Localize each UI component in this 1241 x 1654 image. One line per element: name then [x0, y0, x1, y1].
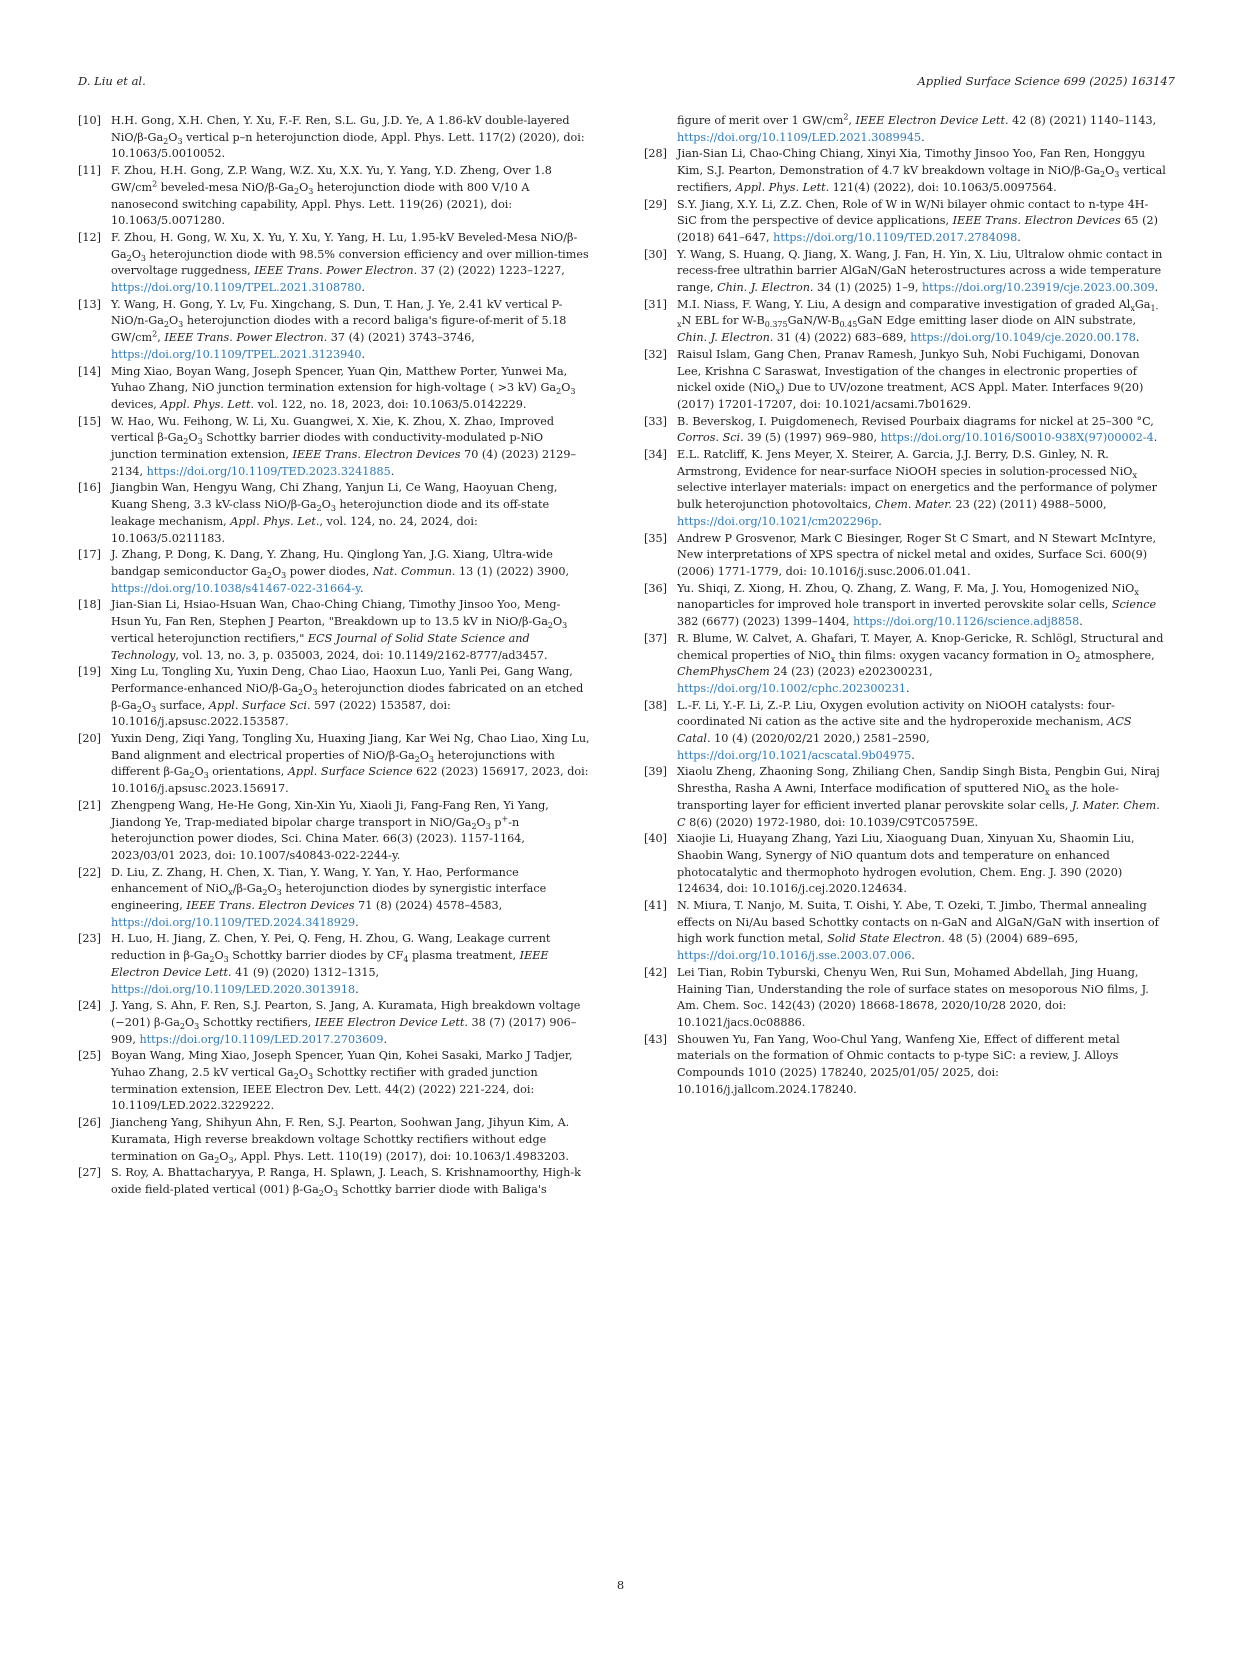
doi-link[interactable]: https://doi.org/10.1109/LED.2021.3089945	[677, 130, 922, 144]
reference-text: Yuxin Deng, Ziqi Yang, Tongling Xu, Huaxing Jiang, Kar Wei Ng, Chao Liao, Xing Lu, Band alignment and electrical properties of NiO/$\beta-Ga_2O_3$ heterojunctions with different $\beta-Ga_2O_3$ orientations, Appl. Surface Science 622 (2023) 156917, 2023, doi: 10.1016/j.apsusc.2023.156917.	[111, 732, 590, 796]
reference-number: [33]	[644, 414, 667, 428]
reference-text: L.-F. Li, Y.-F. Li, Z.-P. Liu, Oxygen evolution activity on NiOOH catalysts: four-coordinated Ni cation as the active site and the hydroperoxide mechanism, ACS Catal. 10 (4) (2020/02/21 2020,) 2581–2590, https://doi.org/10.1021/acscatal.9b04975.	[677, 698, 1132, 762]
reference-42	[644, 965, 1166, 1032]
reference-number: [10]	[78, 114, 101, 127]
reference-23	[78, 931, 590, 998]
reference-14	[78, 364, 590, 414]
reference-text: F. Zhou, H.H. Gong, Z.P. Wang, W.Z. Xu, X.X. Yu, Y. Yang, Y.D. Zheng, Over 1.8 $GW/cm^2$ beveled-mesa NiO/$\beta-Ga_2O_3$ heterojunction diode with 800 V/10 A nanosecond switching capability, Appl. Phys. Lett. 119(26) (2021), doi: 10.1063/5.0071280.	[111, 164, 552, 228]
doi-link[interactable]: https://doi.org/10.1109/TED.2024.3418929	[111, 915, 356, 929]
reference-text: J. Yang, S. Ahn, F. Ren, S.J. Pearton, S. Jang, A. Kuramata, High breakdown voltage (−201) $\beta-Ga_2O_3$ Schottky rectifiers, IEEE Electron Device Lett. 38 (7) (2017) 906–909, https://doi.org/10.1109/LED.2017.2703609.	[111, 999, 581, 1046]
reference-text: Jiancheng Yang, Shihyun Ahn, F. Ren, S.J. Pearton, Soohwan Jang, Jihyun Kim, A. Kuramata, High reverse breakdown voltage Schottky rectifiers without edge termination on $Ga_2O_3$, Appl. Phys. Lett. 110(19) (2017), doi: 10.1063/1.4983203.	[111, 1116, 570, 1165]
reference-number: [16]	[78, 481, 101, 495]
reference-24	[78, 998, 590, 1048]
reference-text: Y. Wang, S. Huang, Q. Jiang, X. Wang, J. Fan, H. Yin, X. Liu, Ultralow ohmic contact in recess-free ultrathin barrier AlGaN/GaN heterostructures across a wide temperature range, Chin. J. Electron. 34 (1) (2025) 1–9, https://doi.org/10.23919/cje.2023.00.309.	[677, 247, 1163, 295]
reference-number: [39]	[644, 765, 667, 779]
reference-number: [19]	[78, 665, 101, 679]
reference-number: [26]	[78, 1116, 101, 1130]
reference-text: R. Blume, W. Calvet, A. Ghafari, T. Mayer, A. Knop-Gericke, R. Schlögl, Structural and chemical properties of NiO$_x$ thin films: oxygen vacancy formation in $O_2$ atmosphere, ChemPhysChem 24 (23) (2023) e202300231, https://doi.org/10.1002/cphc.202300231.	[677, 631, 1164, 695]
reference-number: [18]	[78, 598, 101, 612]
reference-13	[78, 297, 590, 364]
reference-number: [14]	[78, 364, 101, 378]
reference-32	[644, 347, 1166, 414]
doi-link[interactable]: https://doi.org/10.1126/science.adj8858	[853, 615, 1080, 629]
doi-link[interactable]: https://doi.org/10.1049/cje.2020.00.178	[910, 331, 1136, 345]
reference-number: [41]	[644, 899, 667, 913]
doi-link[interactable]: https://doi.org/10.1021/cm202296p	[677, 514, 879, 528]
reference-text: Jiangbin Wan, Hengyu Wang, Chi Zhang, Yanjun Li, Ce Wang, Haoyuan Cheng, Kuang Sheng, 3.3 kV-class NiO/$\beta-Ga_2O_3$ heterojunction diode and its off-state leakage mechanism, Appl. Phys. Let., vol. 124, no. 24, 2024, doi: 10.1063/5.0211183.	[111, 481, 558, 545]
reference-number: [17]	[78, 548, 101, 562]
reference-number: [21]	[78, 798, 101, 812]
doi-link[interactable]: https://doi.org/10.1016/j.sse.2003.07.006	[677, 949, 912, 963]
reference-text: H.H. Gong, X.H. Chen, Y. Xu, F.-F. Ren, S.L. Gu, J.D. Ye, A 1.86-kV double-layered NiO/$\beta-Ga_2O_3$ vertical p–n heterojunction diode, Appl. Phys. Lett. 117(2) (2020), doi: 10.1063/5.0010052.	[111, 114, 585, 161]
doi-link[interactable]: https://doi.org/10.1109/TED.2023.3241885	[146, 464, 391, 478]
reference-43	[644, 1032, 1166, 1099]
doi-link[interactable]: https://doi.org/10.1109/LED.2020.3013918	[111, 982, 356, 996]
page-number: 8	[616, 1578, 625, 1592]
reference-35	[644, 531, 1166, 581]
reference-text: Raisul Islam, Gang Chen, Pranav Ramesh, Junkyo Suh, Nobi Fuchigami, Donovan Lee, Krishna C Saraswat, Investigation of the changes in electronic properties of nickel oxide (NiO$_x$) Due to UV/ozone treatment, ACS Appl. Mater. Interfaces 9(20) (2017) 17201-17207, doi: 10.1021/acsami.7b01629.	[677, 347, 1144, 411]
reference-38	[644, 698, 1166, 765]
reference-text: Yu. Shiqi, Z. Xiong, H. Zhou, Q. Zhang, Z. Wang, F. Ma, J. You, Homogenized NiO$_x$ nanoparticles for improved hole transport in inverted perovskite solar cells, Science 382 (6677) (2023) 1399–1404, https://doi.org/10.1126/science.adj8858.	[677, 581, 1157, 629]
reference-number: [40]	[644, 832, 667, 846]
doi-link[interactable]: https://doi.org/10.23919/cje.2023.00.309	[921, 281, 1155, 295]
reference-text: Andrew P Grosvenor, Mark C Biesinger, Roger St C Smart, and N Stewart McIntyre, New interpretations of XPS spectra of nickel metal and oxides, Surface Sci. 600(9) (2006) 1771-1779, doi: 10.1016/j.susc.2006.01.041.	[677, 531, 1157, 578]
reference-number: [27]	[78, 1166, 101, 1180]
reference-33	[644, 414, 1166, 447]
running-header-authors: D. Liu et al.	[78, 74, 146, 88]
reference-number: [29]	[644, 197, 667, 211]
reference-number: [36]	[644, 581, 667, 595]
reference-text: W. Hao, Wu. Feihong, W. Li, Xu. Guangwei, X. Xie, K. Zhou, X. Zhao, Improved vertical $\beta-Ga_2O_3$ Schottky barrier diodes with conductivity-modulated p-NiO junction termination extension, IEEE Trans. Electron Devices 70 (4) (2023) 2129–2134, https://doi.org/10.1109/TED.2023.3241885.	[111, 414, 577, 478]
reference-text: S.Y. Jiang, X.Y. Li, Z.Z. Chen, Role of W in W/Ni bilayer ohmic contact to n-type 4H-SiC from the perspective of device applications, IEEE Trans. Electron Devices 65 (2) (2018) 641–647, https://doi.org/10.1109/TED.2017.2784098.	[677, 197, 1158, 244]
references-left-column	[78, 113, 590, 1199]
reference-text: Shouwen Yu, Fan Yang, Woo-Chul Yang, Wanfeng Xie, Effect of different metal materials on the formation of Ohmic contacts to p-type SiC: a review, J. Alloys Compounds 1010 (2025) 178240, 2025/01/05/ 2025, doi: 10.1016/j.jallcom.2024.178240.	[677, 1032, 1120, 1096]
reference-40	[644, 831, 1166, 898]
reference-number: [34]	[644, 448, 667, 462]
reference-number: [37]	[644, 631, 667, 645]
reference-27	[78, 1165, 590, 1198]
reference-31	[644, 297, 1166, 347]
reference-number: [42]	[644, 965, 667, 979]
reference-18	[78, 597, 590, 664]
reference-20	[78, 731, 590, 798]
reference-text: M.I. Niass, F. Wang, Y. Liu, A design and comparative investigation of graded $Al_xGa_{1-x}N$ EBL for $W-B_{0.375}GaN/W-B_{0.45}GaN$ Edge emitting laser diode on AlN substrate, Chin. J. Electron. 31 (4) (2022) 683–689, https://doi.org/10.1049/cje.2020.00.178.	[677, 297, 1159, 345]
reference-10	[78, 113, 590, 163]
reference-text: Lei Tian, Robin Tyburski, Chenyu Wen, Rui Sun, Mohamed Abdellah, Jing Huang, Haining Tian, Understanding the role of surface states on mesoporous NiO films, J. Am. Chem. Soc. 142(43) (2020) 18668-18678, 2020/10/28 2020, doi: 10.1021/jacs.0c08886.	[677, 965, 1149, 1029]
reference-text: B. Beverskog, I. Puigdomenech, Revised Pourbaix diagrams for nickel at 25–300 °C, Corros. Sci. 39 (5) (1997) 969–980, https://doi.org/10.1016/S0010-938X(97)00002-4.	[677, 414, 1158, 445]
reference-number: [15]	[78, 414, 101, 428]
doi-link[interactable]: https://doi.org/10.1002/cphc.202300231	[677, 681, 906, 695]
reference-28	[644, 146, 1166, 196]
reference-12	[78, 230, 590, 297]
reference-text: Ming Xiao, Boyan Wang, Joseph Spencer, Yuan Qin, Matthew Porter, Yunwei Ma, Yuhao Zhang, NiO junction termination extension for high-voltage ( >3 kV) $Ga_2O_3$ devices, Appl. Phys. Lett. vol. 122, no. 18, 2023, doi: 10.1063/5.0142229.	[111, 364, 576, 411]
reference-number: [20]	[78, 732, 101, 746]
reference-17	[78, 547, 590, 597]
reference-number: [28]	[644, 147, 667, 161]
reference-text: Boyan Wang, Ming Xiao, Joseph Spencer, Yuan Qin, Kohei Sasaki, Marko J Tadjer, Yuhao Zhang, 2.5 kV vertical $Ga_2O_3$ Schottky rectifier with graded junction termination extension, IEEE Electron Dev. Lett. 44(2) (2022) 221-224, doi: 10.1109/LED.2022.3229222.	[111, 1049, 573, 1113]
doi-link[interactable]: https://doi.org/10.1109/TPEL.2021.3123940	[111, 347, 362, 361]
reference-text: J. Zhang, P. Dong, K. Dang, Y. Zhang, Hu. Qinglong Yan, J.G. Xiang, Ultra-wide bandgap semiconductor $Ga_2O_3$ power diodes, Nat. Commun. 13 (1) (2022) 3900, https://doi.org/10.1038/s41467-022-31664-y.	[111, 548, 570, 595]
reference-39	[644, 764, 1166, 831]
reference-number: [22]	[78, 865, 101, 879]
reference-number: [32]	[644, 347, 667, 361]
reference-21	[78, 798, 590, 865]
reference-16	[78, 480, 590, 547]
reference-text: Jian-Sian Li, Hsiao-Hsuan Wan, Chao-Ching Chiang, Timothy Jinsoo Yoo, Meng-Hsun Yu, Fan Ren, Stephen J Pearton, "Breakdown up to 13.5 kV in NiO/$\beta-Ga_2O_3$ vertical heterojunction rectifiers," ECS Journal of Solid State Science and Technology, vol. 13, no. 3, p. 035003, 2024, doi: 10.1149/2162-8777/ad3457.	[111, 598, 568, 662]
reference-number: [13]	[78, 297, 101, 311]
reference-15	[78, 414, 590, 481]
reference-25	[78, 1048, 590, 1115]
doi-link[interactable]: https://doi.org/10.1109/TPEL.2021.3108780	[111, 281, 362, 295]
reference-29	[644, 197, 1166, 247]
reference-19	[78, 664, 590, 731]
reference-30	[644, 247, 1166, 297]
running-header-journal: Applied Surface Science 699 (2025) 163147	[917, 74, 1175, 88]
reference-text: Xiaojie Li, Huayang Zhang, Yazi Liu, Xiaoguang Duan, Xinyuan Xu, Shaomin Liu, Shaobin Wang, Synergy of NiO quantum dots and temperature on enhanced photocatalytic and thermophoto hydrogen evolution, Chem. Eng. J. 390 (2020) 124634, doi: 10.1016/j.cej.2020.124634.	[677, 832, 1135, 896]
reference-text: Y. Wang, H. Gong, Y. Lv, Fu. Xingchang, S. Dun, T. Han, J. Ye, 2.41 kV vertical $P-NiO/n-Ga_2O_3$ heterojunction diodes with a record baliga's figure-of-merit of 5.18 $GW/cm^2$, IEEE Trans. Power Electron. 37 (4) (2021) 3743–3746, https://doi.org/10.1109/TPEL.2021.3123940.	[111, 297, 567, 361]
reference-37	[644, 631, 1166, 698]
reference-number: [12]	[78, 230, 101, 244]
reference-number: [43]	[644, 1032, 667, 1046]
reference-41	[644, 898, 1166, 965]
reference-22	[78, 865, 590, 932]
reference-text: H. Luo, H. Jiang, Z. Chen, Y. Pei, Q. Feng, H. Zhou, G. Wang, Leakage current reduction in $\beta-Ga_2O_3$ Schottky barrier diodes by $CF_4$ plasma treatment, IEEE Electron Device Lett. 41 (9) (2020) 1312–1315, https://doi.org/10.1109/LED.2020.3013918.	[111, 932, 551, 996]
reference-text: D. Liu, Z. Zhang, H. Chen, X. Tian, Y. Wang, Y. Yan, Y. Hao, Performance enhancement of $NiO_x/\beta-Ga_2O_3$ heterojunction diodes by synergistic interface engineering, IEEE Trans. Electron Devices 71 (8) (2024) 4578–4583, https://doi.org/10.1109/TED.2024.3418929.	[111, 865, 547, 929]
doi-link[interactable]: https://doi.org/10.1021/acscatal.9b04975	[677, 748, 912, 762]
reference-text: E.L. Ratcliff, K. Jens Meyer, X. Steirer, A. Garcia, J.J. Berry, D.S. Ginley, N. R. Armstrong, Evidence for near-surface NiOOH species in solution-processed NiO$_x$ selective interlayer materials: impact on energetics and the performance of polymer bulk heterojunction photovoltaics, Chem. Mater. 23 (22) (2011) 4988–5000, https://doi.org/10.1021/cm202296p.	[677, 448, 1157, 528]
doi-link[interactable]: https://doi.org/10.1109/TED.2017.2784098	[773, 230, 1018, 244]
reference-11	[78, 163, 590, 230]
reference-text: S. Roy, A. Bhattacharyya, P. Ranga, H. Splawn, J. Leach, S. Krishnamoorthy, High-k oxide field-plated vertical (001) $\beta-Ga_2O_3$ Schottky barrier diode with Baliga's	[111, 1166, 581, 1199]
reference-number: [30]	[644, 247, 667, 261]
reference-26	[78, 1115, 590, 1165]
reference-number: [23]	[78, 932, 101, 946]
reference-27-continued: figure of merit over 1 $GW/cm^2$, IEEE Electron Device Lett. 42 (8) (2021) 1140–1143, https://doi.org/10.1109/LED.2021.3089945.	[677, 112, 1157, 144]
references-right-column	[644, 113, 1166, 1098]
reference-text: Xing Lu, Tongling Xu, Yuxin Deng, Chao Liao, Haoxun Luo, Yanli Pei, Gang Wang, Performance-enhanced NiO/$\beta-Ga_2O_3$ heterojunction diodes fabricated on an etched $\beta-Ga_2O_3$ surface, Appl. Surface Sci. 597 (2022) 153587, doi: 10.1016/j.apsusc.2022.153587.	[111, 665, 584, 729]
reference-number: [25]	[78, 1049, 101, 1063]
doi-link[interactable]: https://doi.org/10.1038/s41467-022-31664-y	[111, 581, 360, 595]
reference-number: [24]	[78, 999, 101, 1013]
reference-text: Xiaolu Zheng, Zhaoning Song, Zhiliang Chen, Sandip Singh Bista, Pengbin Gui, Niraj Shrestha, Rasha A Awni, Interface modification of sputtered NiO$_x$ as the hole-transporting layer for efficient inverted planar perovskite solar cells, J. Mater. Chem. C 8(6) (2020) 1972-1980, doi: 10.1039/C9TC05759E.	[677, 765, 1160, 829]
reference-34	[644, 447, 1166, 531]
reference-number: [31]	[644, 297, 667, 311]
reference-number: [11]	[78, 164, 101, 178]
reference-number: [35]	[644, 531, 667, 545]
doi-link[interactable]: https://doi.org/10.1109/LED.2017.2703609	[139, 1032, 384, 1046]
reference-36	[644, 581, 1166, 631]
reference-text: Zhengpeng Wang, He-He Gong, Xin-Xin Yu, Xiaoli Ji, Fang-Fang Ren, Yi Yang, Jiandong Ye, Trap-mediated bipolar charge transport in NiO/$Ga_2O_3$ p+-n heterojunction power diodes, Sci. China Mater. 66(3) (2023). 1157-1164, 2023/03/01 2023, doi: 10.1007/s40843-022-2244-y.	[111, 798, 549, 862]
reference-number: [38]	[644, 698, 667, 712]
reference-text: N. Miura, T. Nanjo, M. Suita, T. Oishi, Y. Abe, T. Ozeki, T. Jimbo, Thermal annealing effects on Ni/Au based Schottky contacts on n-GaN and AlGaN/GaN with insertion of high work function metal, Solid State Electron. 48 (5) (2004) 689–695, https://doi.org/10.1016/j.sse.2003.07.006.	[677, 899, 1159, 963]
reference-text: Jian-Sian Li, Chao-Ching Chiang, Xinyi Xia, Timothy Jinsoo Yoo, Fan Ren, Honggyu Kim, S.J. Pearton, Demonstration of 4.7 kV breakdown voltage in NiO/$\beta-Ga_2O_3$ vertical rectifiers, Appl. Phys. Lett. 121(4) (2022), doi: 10.1063/5.0097564.	[677, 147, 1166, 194]
doi-link[interactable]: https://doi.org/10.1016/S0010-938X(97)00002-4	[880, 431, 1154, 445]
reference-text: F. Zhou, H. Gong, W. Xu, X. Yu, Y. Xu, Y. Yang, H. Lu, 1.95-kV Beveled-Mesa NiO/$\beta-Ga_2O_3$ heterojunction diode with 98.5% conversion efficiency and over million-times overvoltage ruggedness, IEEE Trans. Power Electron. 37 (2) (2022) 1223–1227, https://doi.org/10.1109/TPEL.2021.3108780.	[111, 230, 589, 295]
